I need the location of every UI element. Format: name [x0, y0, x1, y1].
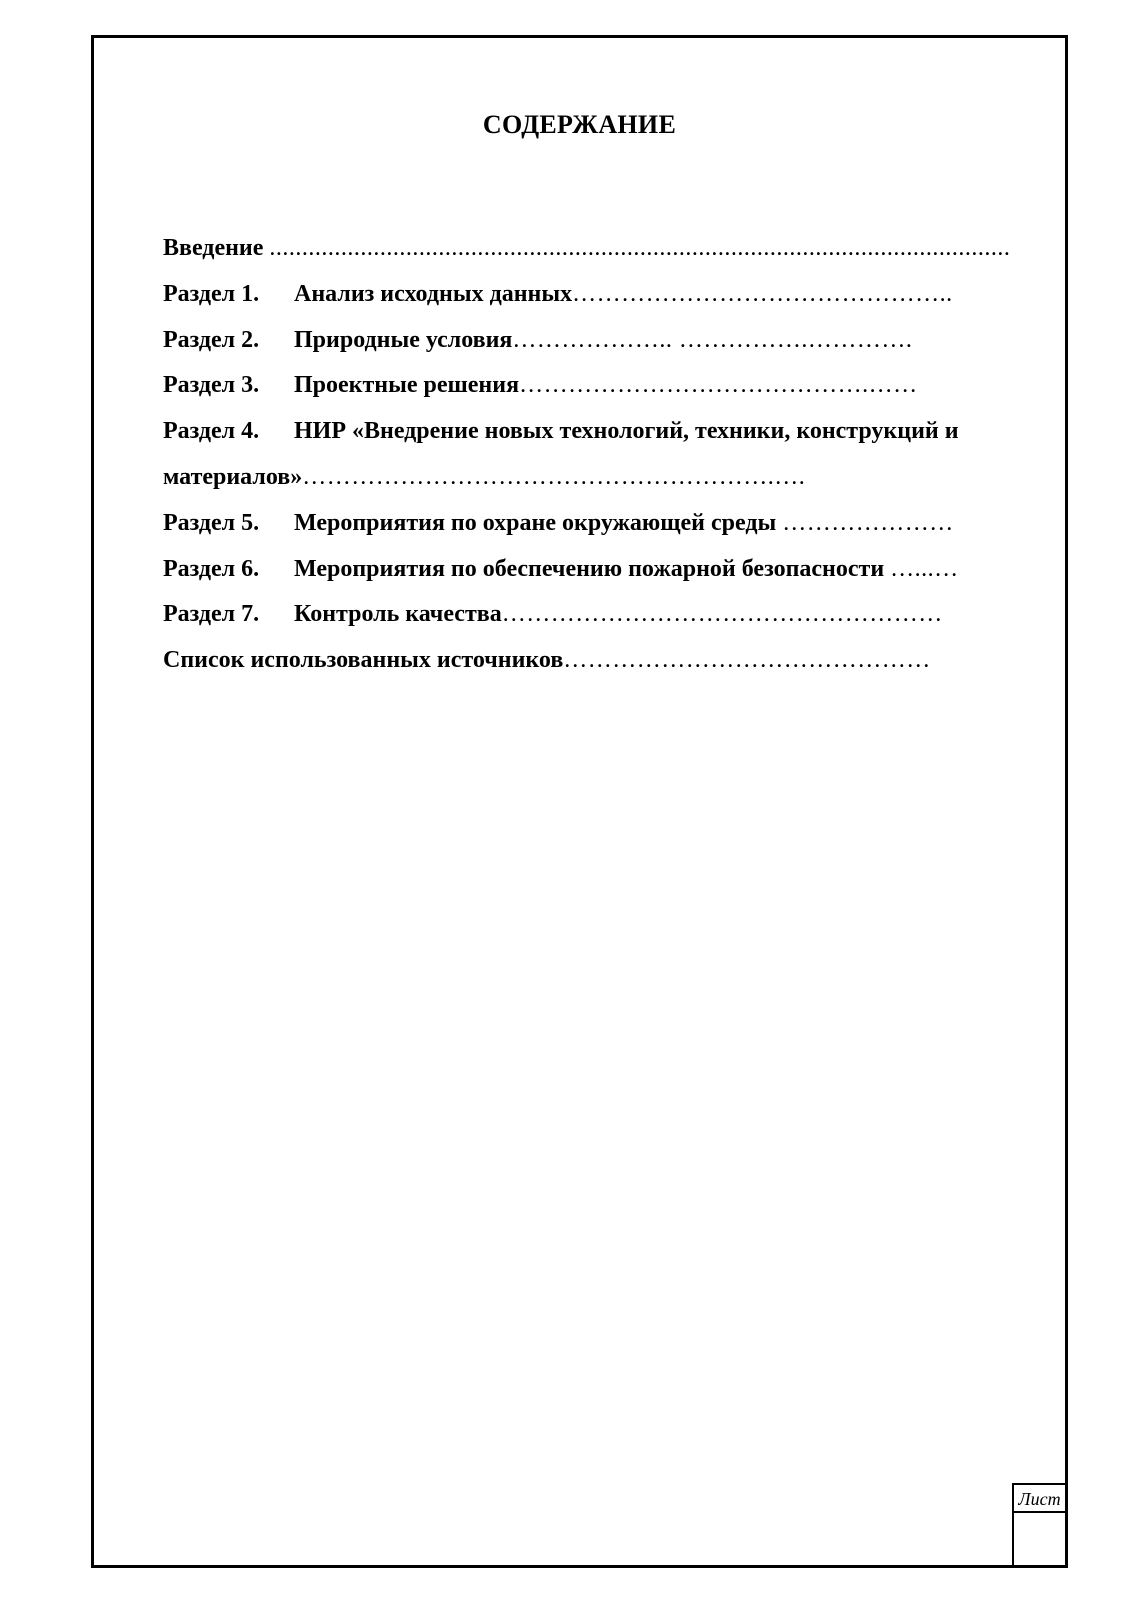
toc-leader-dots: ………………………………………………: [501, 601, 943, 628]
toc-item-text: Мероприятия по охране окружающей среды: [294, 509, 783, 536]
sheet-label: Лист: [1014, 1485, 1065, 1513]
toc-item-section-2: [163, 318, 1033, 364]
toc-section-number: Раздел 6.: [163, 555, 260, 582]
toc-item-section-4: [163, 409, 1033, 455]
toc-item-text: Анализ исходных данных: [294, 280, 573, 307]
sheet-number-stamp: [1012, 1483, 1065, 1565]
toc-leader-dots: ………………………………………………….….: [302, 463, 806, 490]
toc-item-introduction: [163, 226, 1033, 272]
toc-item-section-6: [163, 547, 1033, 593]
toc-leader-dots: …………………: [782, 509, 954, 536]
toc-leader-dots: …...…: [890, 555, 959, 582]
table-of-contents: [163, 226, 1033, 684]
toc-item-section-1: [163, 272, 1033, 318]
toc-item-text: Проектные решения: [294, 372, 520, 399]
toc-leader-dots: ………………………………………: [563, 647, 931, 674]
toc-section-number: Раздел 1.: [163, 280, 260, 307]
toc-section-number: Раздел 7.: [163, 601, 260, 628]
toc-leader-dots: ………………………………………..: [572, 280, 953, 307]
toc-item-section-4-continued: [163, 455, 1033, 501]
toc-item-text: Введение: [163, 235, 270, 261]
toc-item-references: [163, 638, 1033, 684]
toc-leader-dots: ..................................................................................................................: [269, 235, 1011, 261]
toc-leader-dots: …………………………………….……: [519, 372, 918, 399]
toc-item-text: Природные условия: [294, 326, 513, 353]
toc-item-text: материалов»: [163, 463, 303, 490]
document-sheet-frame: [91, 35, 1068, 1568]
document-title: СОДЕРЖАНИЕ: [482, 110, 677, 139]
toc-section-number: Раздел 5.: [163, 509, 260, 536]
toc-section-number: Раздел 4.: [163, 418, 260, 445]
toc-item-text: Мероприятия по обеспечению пожарной безопасности: [294, 555, 891, 582]
toc-leader-dots: ……………….. …………….………….: [512, 326, 913, 353]
toc-section-number: Раздел 2.: [163, 326, 260, 353]
toc-item-section-3: [163, 363, 1033, 409]
toc-section-number: Раздел 3.: [163, 372, 260, 399]
toc-item-text: Список использованных источников: [163, 647, 564, 674]
toc-item-text: НИР «Внедрение новых технологий, техники, конструкций и: [294, 418, 959, 445]
toc-item-section-7: [163, 592, 1033, 638]
toc-item-section-5: [163, 501, 1033, 547]
toc-item-text: Контроль качества: [294, 601, 502, 628]
